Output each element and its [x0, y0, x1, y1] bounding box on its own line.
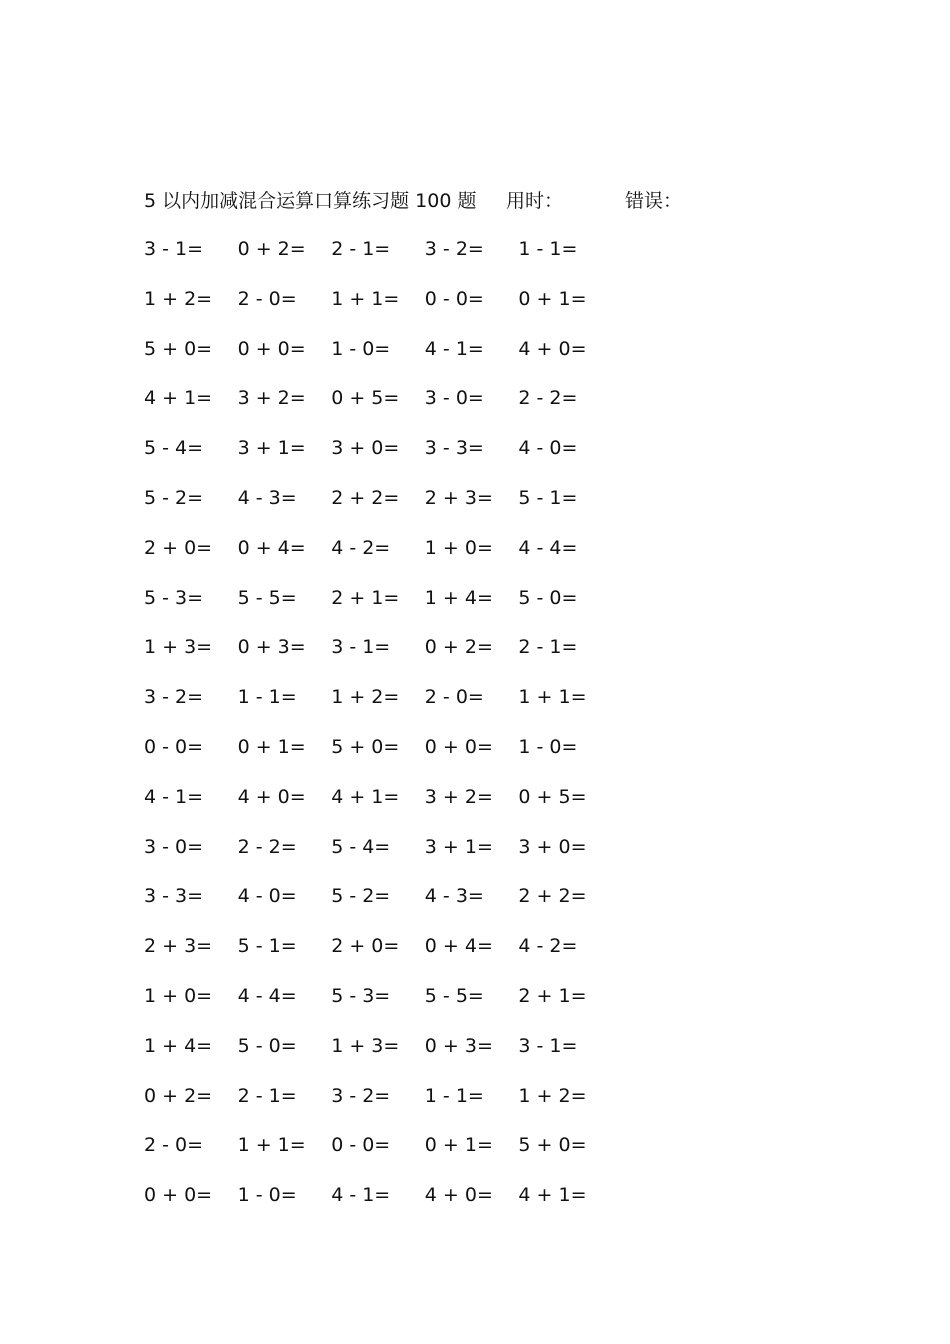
math-problem: 5 - 3=	[144, 586, 204, 609]
math-problem: 1 + 3=	[331, 1034, 400, 1057]
math-problem: 3 - 2=	[331, 1084, 391, 1107]
problem-row	[144, 882, 624, 932]
math-problem: 3 + 2=	[237, 387, 306, 410]
math-problem: 2 + 0=	[144, 536, 213, 559]
math-problem: 1 + 1=	[518, 686, 587, 709]
problem-row	[144, 384, 624, 434]
math-problem: 3 - 1=	[518, 1034, 578, 1057]
math-problem: 4 + 0=	[424, 1184, 493, 1207]
math-problem: 1 - 0=	[237, 1184, 297, 1207]
math-problem: 4 - 3=	[237, 486, 297, 509]
math-problem: 3 - 0=	[144, 835, 204, 858]
math-problem: 1 + 2=	[518, 1084, 587, 1107]
math-problem: 4 - 2=	[518, 935, 578, 958]
math-problem: 0 + 3=	[424, 1034, 493, 1057]
math-problem: 3 - 2=	[424, 238, 484, 260]
problem-row	[144, 783, 624, 833]
math-problem: 1 + 2=	[144, 287, 213, 310]
problem-row	[144, 932, 624, 982]
math-problem: 0 + 4=	[424, 935, 493, 958]
math-problem: 3 - 1=	[144, 238, 204, 260]
math-problem: 3 + 0=	[518, 835, 587, 858]
math-problem: 5 - 3=	[331, 984, 391, 1007]
math-problem: 0 + 1=	[424, 1134, 493, 1157]
math-problem: 0 - 0=	[144, 735, 204, 758]
math-problem: 5 - 0=	[518, 586, 578, 609]
problem-row	[144, 1181, 624, 1231]
math-problem: 3 - 0=	[424, 387, 484, 410]
math-problem: 4 + 1=	[331, 785, 400, 808]
math-problem: 4 + 0=	[237, 785, 306, 808]
math-problem: 3 + 0=	[331, 437, 400, 460]
math-problem: 0 + 1=	[237, 735, 306, 758]
problem-row	[144, 1032, 624, 1082]
math-problem: 3 + 1=	[237, 437, 306, 460]
time-used-label: 用时：	[506, 190, 564, 212]
math-problem: 1 - 0=	[518, 735, 578, 758]
problem-row	[144, 584, 624, 634]
problem-row	[144, 1131, 624, 1181]
math-problem: 4 - 0=	[518, 437, 578, 460]
math-problem: 4 + 0=	[518, 337, 587, 360]
math-problem: 4 - 4=	[237, 984, 297, 1007]
math-problem: 5 - 0=	[237, 1034, 297, 1057]
problem-row	[144, 833, 624, 883]
math-problem: 0 + 0=	[144, 1184, 213, 1207]
math-problem: 4 + 1=	[518, 1184, 587, 1207]
math-problem: 2 + 0=	[331, 935, 400, 958]
worksheet-header	[144, 186, 844, 216]
math-problem: 5 - 2=	[144, 486, 204, 509]
math-problem: 0 - 0=	[424, 287, 484, 310]
math-problem: 1 + 3=	[144, 636, 213, 659]
math-problem: 2 + 3=	[144, 935, 213, 958]
problem-row	[144, 633, 624, 683]
math-problem: 2 - 1=	[237, 1084, 297, 1107]
math-problem: 5 + 0=	[331, 735, 400, 758]
math-problem: 2 - 0=	[144, 1134, 204, 1157]
worksheet-title: 5 以内加减混合运算口算练习题 100 题	[144, 190, 477, 212]
math-problem: 1 + 4=	[144, 1034, 213, 1057]
math-problem: 0 + 2=	[424, 636, 493, 659]
math-problem: 1 + 1=	[331, 287, 400, 310]
math-problem: 1 - 1=	[237, 686, 297, 709]
math-problem: 3 + 2=	[424, 785, 493, 808]
math-problem: 3 - 2=	[144, 686, 204, 709]
math-problem: 2 - 0=	[424, 686, 484, 709]
math-problem: 4 - 4=	[518, 536, 578, 559]
math-problem: 2 - 1=	[331, 238, 391, 260]
math-problem: 1 - 1=	[424, 1084, 484, 1107]
math-problem: 5 - 4=	[331, 835, 391, 858]
math-problem: 5 - 2=	[331, 885, 391, 908]
math-problem: 4 - 1=	[424, 337, 484, 360]
problem-row	[144, 434, 624, 484]
math-problem: 2 + 2=	[518, 885, 587, 908]
math-problem: 2 - 1=	[518, 636, 578, 659]
math-problem: 4 - 2=	[331, 536, 391, 559]
math-problem: 1 + 1=	[237, 1134, 306, 1157]
math-problem: 4 - 3=	[424, 885, 484, 908]
math-problem: 2 + 2=	[331, 486, 400, 509]
math-problem: 0 + 2=	[237, 238, 306, 260]
math-problem: 4 + 1=	[144, 387, 213, 410]
math-problem: 4 - 1=	[144, 785, 204, 808]
math-problem: 3 - 3=	[424, 437, 484, 460]
math-problem: 1 + 0=	[424, 536, 493, 559]
math-problem: 1 + 0=	[144, 984, 213, 1007]
math-problem: 0 + 5=	[518, 785, 587, 808]
math-problem: 0 + 1=	[518, 287, 587, 310]
math-problem: 5 - 4=	[144, 437, 204, 460]
math-problem: 4 - 0=	[237, 885, 297, 908]
math-problem: 1 - 0=	[331, 337, 391, 360]
math-problem: 0 + 2=	[144, 1084, 213, 1107]
math-problem: 5 - 5=	[237, 586, 297, 609]
math-problem: 0 + 0=	[424, 735, 493, 758]
problem-row	[144, 285, 624, 335]
problem-row	[144, 534, 624, 584]
math-problem: 3 + 1=	[424, 835, 493, 858]
math-problem: 5 + 0=	[144, 337, 213, 360]
math-problem: 5 - 1=	[237, 935, 297, 958]
problem-grid	[144, 235, 624, 1231]
math-problem: 1 + 2=	[331, 686, 400, 709]
math-problem: 2 + 1=	[331, 586, 400, 609]
math-problem: 0 + 5=	[331, 387, 400, 410]
math-problem: 2 - 2=	[518, 387, 578, 410]
math-problem: 0 + 0=	[237, 337, 306, 360]
math-problem: 2 + 3=	[424, 486, 493, 509]
math-problem: 5 - 5=	[424, 984, 484, 1007]
math-problem: 4 - 1=	[331, 1184, 391, 1207]
math-problem: 3 - 1=	[331, 636, 391, 659]
math-problem: 0 - 0=	[331, 1134, 391, 1157]
math-problem: 2 + 1=	[518, 984, 587, 1007]
math-problem: 0 + 4=	[237, 536, 306, 559]
problem-row	[144, 235, 624, 285]
problem-row	[144, 982, 624, 1032]
math-problem: 5 + 0=	[518, 1134, 587, 1157]
problem-row	[144, 484, 624, 534]
math-problem: 2 - 2=	[237, 835, 297, 858]
math-problem: 1 - 1=	[518, 238, 578, 260]
problem-row	[144, 1082, 624, 1132]
math-problem: 1 + 4=	[424, 586, 493, 609]
problem-row	[144, 683, 624, 733]
math-problem: 2 - 0=	[237, 287, 297, 310]
problem-row	[144, 733, 624, 783]
math-problem: 0 + 3=	[237, 636, 306, 659]
math-problem: 5 - 1=	[518, 486, 578, 509]
problem-row	[144, 335, 624, 385]
errors-label: 错误：	[625, 190, 683, 212]
math-problem: 3 - 3=	[144, 885, 204, 908]
